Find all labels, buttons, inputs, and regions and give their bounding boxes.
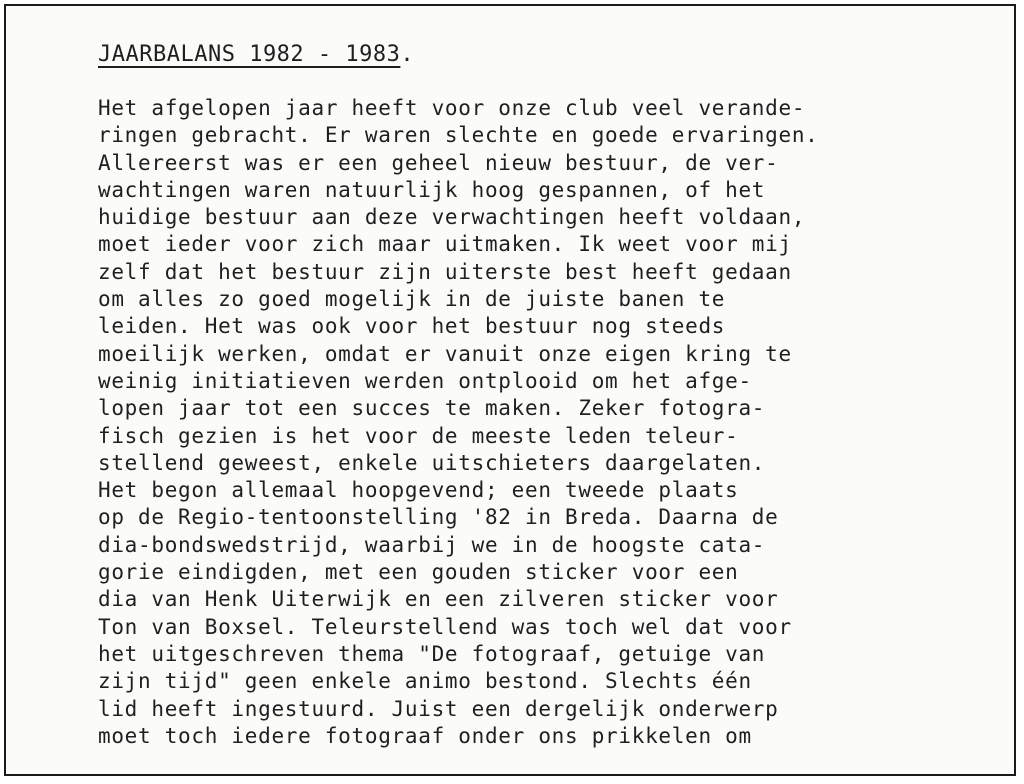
text-line: huidige bestuur aan deze verwachtingen heeft voldaan, <box>98 205 806 230</box>
text-line: zijn tijd" geen enkele animo bestond. Slechts één <box>98 669 752 694</box>
document-title <box>98 42 414 67</box>
text-line: zelf dat het bestuur zijn uiterste best heeft gedaan <box>98 259 792 284</box>
document-title-period: . <box>400 42 415 67</box>
text-line: Het begon allemaal hoopgevend; een tweede plaats <box>98 478 739 503</box>
text-line: stellend geweest, enkele uitschieters daargelaten. <box>98 450 766 475</box>
text-line: moet toch iedere fotograaf onder ons prikkelen om <box>98 723 752 748</box>
text-line: Ton van Boxsel. Teleurstellend was toch wel dat voor <box>98 614 792 639</box>
text-line: leiden. Het was ook voor het bestuur nog steeds <box>98 314 726 339</box>
document-page <box>4 4 1016 776</box>
text-line: moeilijk werken, omdat er vanuit onze eigen kring te <box>98 341 792 366</box>
text-line: wachtingen waren natuurlijk hoog gespannen, of het <box>98 177 766 202</box>
text-line: fisch gezien is het voor de meeste leden teleur- <box>98 423 739 448</box>
text-line: dia-bondswedstrijd, waarbij we in de hoogste cata- <box>98 532 766 557</box>
text-line: moet ieder voor zich maar uitmaken. Ik weet voor mij <box>98 232 792 257</box>
document-title-text: JAARBALANS 1982 - 1983 <box>98 42 401 67</box>
text-line: Allereerst was er een geheel nieuw bestuur, de ver- <box>98 150 779 175</box>
text-line: lid heeft ingestuurd. Juist een dergelijk onderwerp <box>98 696 779 721</box>
text-line: weinig initiatieven werden ontplooid om het afge- <box>98 368 752 393</box>
text-line: om alles zo goed mogelijk in de juiste banen te <box>98 287 726 312</box>
text-line: Het afgelopen jaar heeft voor onze club veel verande- <box>98 96 806 120</box>
body-paragraph <box>98 95 819 750</box>
text-line: op de Regio-tentoonstelling '82 in Breda. Daarna de <box>98 505 779 530</box>
text-line: lopen jaar tot een succes te maken. Zeker fotogra- <box>98 396 766 421</box>
text-line: gorie eindigden, met een gouden sticker voor een <box>98 560 739 585</box>
text-line: dia van Henk Uiterwijk en een zilveren sticker voor <box>98 587 779 612</box>
text-line: ringen gebracht. Er waren slechte en goede ervaringen. <box>98 123 819 148</box>
text-line: het uitgeschreven thema "De fotograaf, getuige van <box>98 641 766 666</box>
